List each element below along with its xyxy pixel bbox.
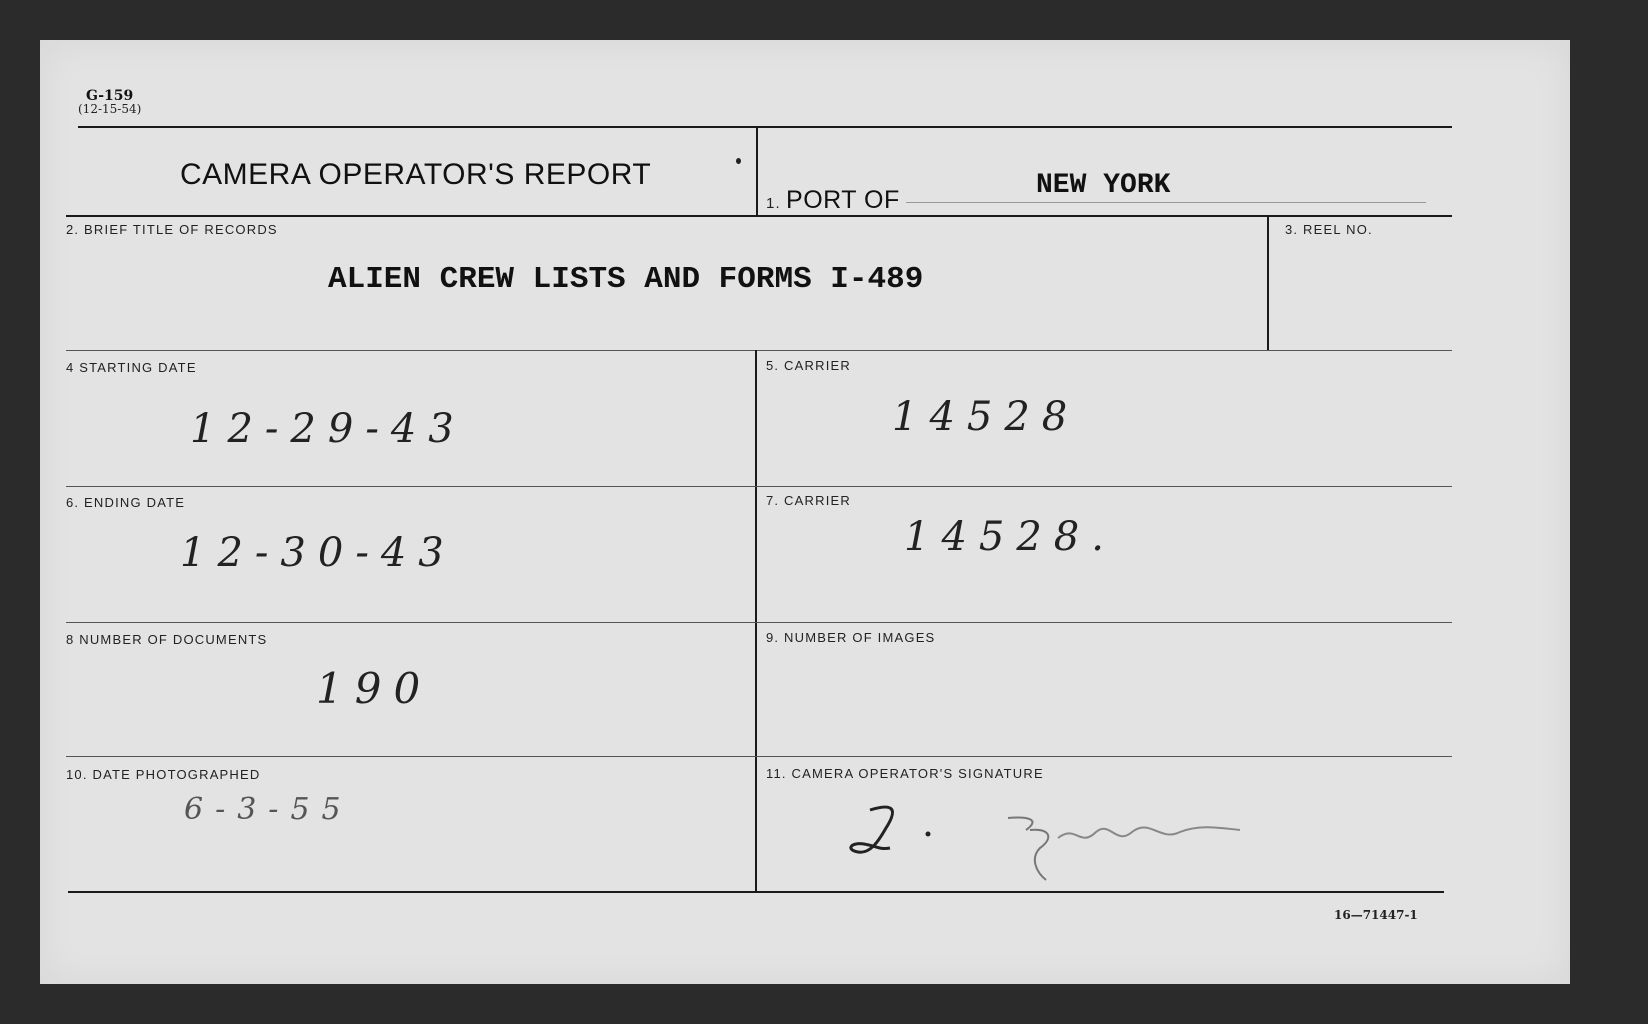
- brief-title-label: 2. BRIEF TITLE OF RECORDS: [66, 222, 278, 237]
- carrier-7-label: 7. CARRIER: [766, 493, 851, 508]
- port-value: NEW YORK: [1036, 170, 1171, 201]
- port-label-number: 1.: [766, 195, 781, 212]
- reel-no-label: 3. REEL NO.: [1285, 222, 1373, 237]
- ending-date-value: 12-30-43: [180, 530, 456, 576]
- carrier-5-label: 5. CARRIER: [766, 358, 851, 373]
- row-rule-3: [66, 622, 1452, 623]
- footer-code: 16—71447-1: [1334, 908, 1418, 922]
- signature-label: 11. CAMERA OPERATOR'S SIGNATURE: [766, 766, 1044, 781]
- reel-divider: [1267, 216, 1269, 350]
- bottom-rule: [68, 891, 1444, 893]
- carrier-5-value: 14528: [892, 394, 1080, 440]
- signature-drawing: [840, 798, 1260, 888]
- form-revision-date: (12-15-54): [78, 102, 142, 116]
- carrier-7-value: 14528.: [904, 514, 1116, 560]
- form-title: CAMERA OPERATOR'S REPORT: [180, 158, 652, 191]
- form-number: G-159: [86, 88, 134, 104]
- brief-title-value: ALIEN CREW LISTS AND FORMS I-489: [328, 262, 924, 297]
- row-rule-4: [66, 756, 1452, 757]
- row-rule-2: [66, 486, 1452, 487]
- top-rule: [78, 126, 1452, 128]
- port-underline: [906, 202, 1426, 203]
- ink-dot: [736, 158, 741, 164]
- ending-date-label: 6. ENDING DATE: [66, 495, 186, 510]
- starting-date-label: 4 STARTING DATE: [66, 360, 197, 375]
- header-divider: [756, 126, 758, 216]
- num-documents-label: 8 NUMBER OF DOCUMENTS: [66, 632, 268, 647]
- num-documents-value: 190: [316, 664, 433, 713]
- date-photographed-value: 6-3-55: [184, 792, 353, 827]
- header-bottom-rule: [66, 215, 1452, 217]
- grid-center-divider: [755, 350, 757, 892]
- num-images-label: 9. NUMBER OF IMAGES: [766, 630, 936, 645]
- row-rule-1: [66, 350, 1452, 351]
- date-photographed-label: 10. DATE PHOTOGRAPHED: [66, 767, 261, 782]
- port-label-text: PORT OF: [786, 186, 900, 214]
- port-label: [766, 186, 900, 215]
- report-card: [40, 40, 1570, 984]
- starting-date-value: 12-29-43: [190, 406, 466, 452]
